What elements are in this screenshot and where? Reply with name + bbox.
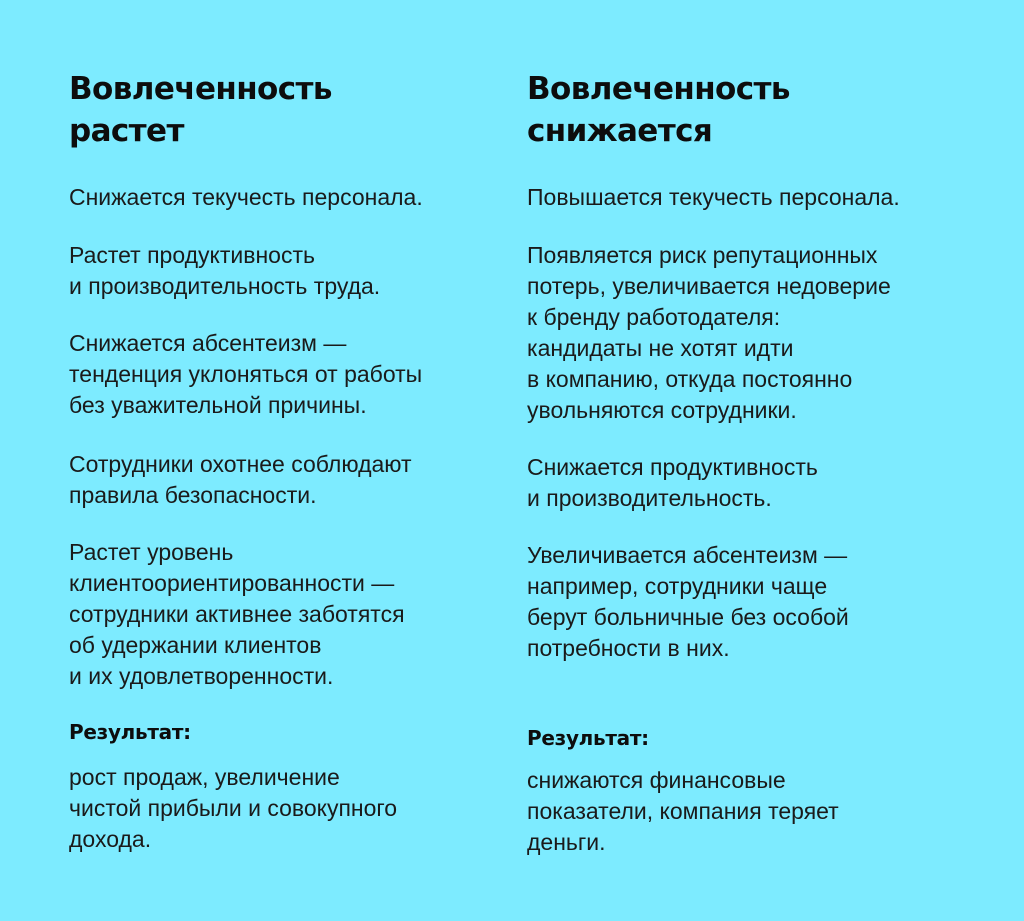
title-line: снижается — [527, 113, 713, 149]
text-line: Растет уровень — [69, 539, 234, 565]
text-line: об удержании клиентов — [69, 632, 322, 658]
text-line: Снижается абсентеизм — — [69, 330, 347, 356]
effect-paragraph — [527, 182, 900, 213]
result-text — [527, 765, 839, 858]
effect-paragraph — [69, 240, 380, 302]
text-line: Сотрудники охотнее соблюдают — [69, 451, 412, 477]
text-line: потребности в них. — [527, 635, 730, 661]
text-line: деньги. — [527, 829, 606, 855]
effect-paragraph — [527, 540, 849, 664]
effect-paragraph — [69, 537, 405, 692]
text-line: потерь, увеличивается недоверие — [527, 273, 891, 299]
text-line: Повышается текучесть персонала. — [527, 184, 900, 210]
effect-paragraph — [69, 328, 422, 421]
text-line: Снижается продуктивность — [527, 454, 818, 480]
text-line: в компанию, откуда постоянно — [527, 366, 853, 392]
effect-paragraph — [527, 452, 818, 514]
text-line: клиентоориентированности — — [69, 570, 395, 596]
title-line: Вовлеченность — [69, 71, 332, 107]
column-title — [69, 68, 332, 152]
text-line: правила безопасности. — [69, 482, 317, 508]
text-line: увольняются сотрудники. — [527, 397, 797, 423]
text-line: кандидаты не хотят идти — [527, 335, 794, 361]
text-line: например, сотрудники чаще — [527, 573, 828, 599]
result-label: Результат: — [69, 720, 191, 744]
text-line: Снижается текучесть персонала. — [69, 184, 423, 210]
effect-paragraph — [69, 182, 423, 213]
text-line: Растет продуктивность — [69, 242, 315, 268]
text-line: к бренду работодателя: — [527, 304, 781, 330]
text-line: берут больничные без особой — [527, 604, 849, 630]
result-label: Результат: — [527, 726, 649, 750]
title-line: растет — [69, 113, 184, 149]
column-title — [527, 68, 790, 152]
text-line: рост продаж, увеличение — [69, 764, 340, 790]
text-line: показатели, компания теряет — [527, 798, 839, 824]
effect-paragraph — [69, 449, 412, 511]
title-line: Вовлеченность — [527, 71, 790, 107]
text-line: и их удовлетворенности. — [69, 663, 334, 689]
text-line: сотрудники активнее заботятся — [69, 601, 405, 627]
text-line: Увеличивается абсентеизм — — [527, 542, 848, 568]
text-line: чистой прибыли и совокупного — [69, 795, 398, 821]
text-line: и производительность труда. — [69, 273, 381, 299]
text-line: и производительность. — [527, 485, 772, 511]
text-line: Появляется риск репутационных — [527, 242, 878, 268]
text-line: тенденция уклоняться от работы — [69, 361, 423, 387]
text-line: без уважительной причины. — [69, 392, 367, 418]
result-text — [69, 762, 397, 855]
text-line: дохода. — [69, 826, 152, 852]
effect-paragraph — [527, 240, 891, 426]
text-line: снижаются финансовые — [527, 767, 786, 793]
